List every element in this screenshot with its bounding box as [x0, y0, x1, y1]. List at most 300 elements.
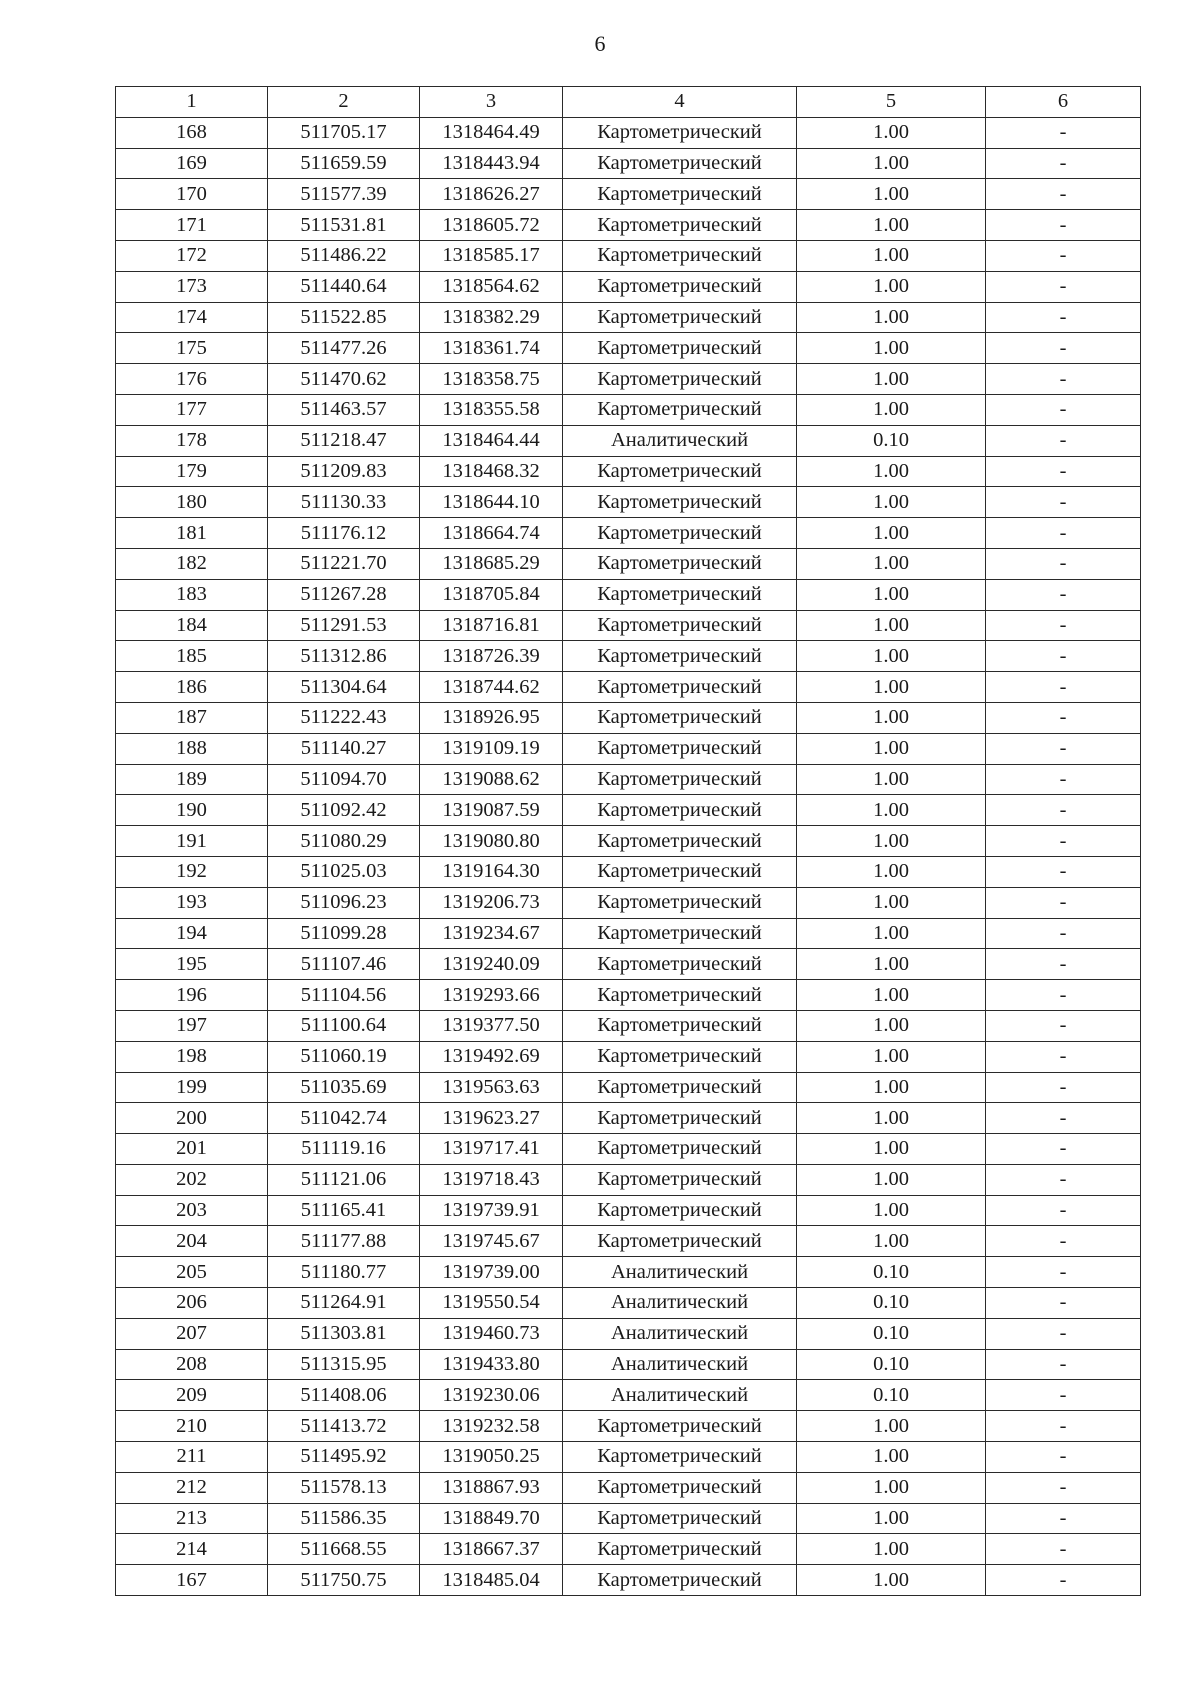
point-number-cell: 204 — [116, 1226, 268, 1257]
point-number-cell: 185 — [116, 641, 268, 672]
method-cell: Аналитический — [563, 1349, 797, 1380]
point-number-cell: 178 — [116, 425, 268, 456]
note-cell: - — [986, 949, 1141, 980]
accuracy-cell: 1.00 — [797, 333, 986, 364]
point-number-cell: 213 — [116, 1503, 268, 1534]
table-row — [116, 210, 1141, 241]
table-row — [116, 856, 1141, 887]
method-cell: Картометрический — [563, 1072, 797, 1103]
x-coordinate-cell: 511140.27 — [268, 733, 420, 764]
accuracy-cell: 1.00 — [797, 826, 986, 857]
x-coordinate-cell: 511440.64 — [268, 271, 420, 302]
method-cell: Картометрический — [563, 610, 797, 641]
accuracy-cell: 1.00 — [797, 1041, 986, 1072]
note-cell: - — [986, 1072, 1141, 1103]
point-number-cell: 193 — [116, 887, 268, 918]
y-coordinate-cell: 1318382.29 — [420, 302, 563, 333]
y-coordinate-cell: 1319164.30 — [420, 856, 563, 887]
x-coordinate-cell: 511531.81 — [268, 210, 420, 241]
point-number-cell: 195 — [116, 949, 268, 980]
method-cell: Картометрический — [563, 394, 797, 425]
note-cell: - — [986, 702, 1141, 733]
y-coordinate-cell: 1318685.29 — [420, 548, 563, 579]
method-cell: Картометрический — [563, 918, 797, 949]
table-row — [116, 148, 1141, 179]
point-number-cell: 201 — [116, 1134, 268, 1165]
y-coordinate-cell: 1319623.27 — [420, 1103, 563, 1134]
y-coordinate-cell: 1319206.73 — [420, 887, 563, 918]
x-coordinate-cell: 511042.74 — [268, 1103, 420, 1134]
note-cell: - — [986, 1565, 1141, 1596]
table-row — [116, 826, 1141, 857]
point-number-cell: 172 — [116, 240, 268, 271]
x-coordinate-cell: 511750.75 — [268, 1565, 420, 1596]
y-coordinate-cell: 1318358.75 — [420, 364, 563, 395]
x-coordinate-cell: 511107.46 — [268, 949, 420, 980]
note-cell: - — [986, 579, 1141, 610]
point-number-cell: 188 — [116, 733, 268, 764]
point-number-cell: 181 — [116, 518, 268, 549]
y-coordinate-cell: 1318667.37 — [420, 1534, 563, 1565]
point-number-cell: 191 — [116, 826, 268, 857]
x-coordinate-cell: 511408.06 — [268, 1380, 420, 1411]
accuracy-cell: 0.10 — [797, 1288, 986, 1319]
table-row — [116, 1195, 1141, 1226]
method-cell: Картометрический — [563, 1442, 797, 1473]
x-coordinate-cell: 511180.77 — [268, 1257, 420, 1288]
table-row — [116, 425, 1141, 456]
column-header: 5 — [797, 87, 986, 118]
accuracy-cell: 1.00 — [797, 1472, 986, 1503]
method-cell: Картометрический — [563, 887, 797, 918]
accuracy-cell: 1.00 — [797, 980, 986, 1011]
accuracy-cell: 1.00 — [797, 364, 986, 395]
point-number-cell: 180 — [116, 487, 268, 518]
method-cell: Картометрический — [563, 856, 797, 887]
y-coordinate-cell: 1318626.27 — [420, 179, 563, 210]
method-cell: Картометрический — [563, 210, 797, 241]
y-coordinate-cell: 1319460.73 — [420, 1318, 563, 1349]
accuracy-cell: 1.00 — [797, 641, 986, 672]
method-cell: Картометрический — [563, 1503, 797, 1534]
note-cell: - — [986, 271, 1141, 302]
x-coordinate-cell: 511099.28 — [268, 918, 420, 949]
table-row — [116, 487, 1141, 518]
column-header: 1 — [116, 87, 268, 118]
y-coordinate-cell: 1319080.80 — [420, 826, 563, 857]
table-row — [116, 1134, 1141, 1165]
note-cell: - — [986, 1134, 1141, 1165]
note-cell: - — [986, 1380, 1141, 1411]
note-cell: - — [986, 641, 1141, 672]
table-row — [116, 949, 1141, 980]
table-row — [116, 1164, 1141, 1195]
x-coordinate-cell: 511312.86 — [268, 641, 420, 672]
table-header — [116, 87, 1141, 118]
method-cell: Картометрический — [563, 302, 797, 333]
accuracy-cell: 1.00 — [797, 1164, 986, 1195]
accuracy-cell: 1.00 — [797, 1010, 986, 1041]
table-row — [116, 1288, 1141, 1319]
accuracy-cell: 1.00 — [797, 394, 986, 425]
table-row — [116, 179, 1141, 210]
y-coordinate-cell: 1318485.04 — [420, 1565, 563, 1596]
x-coordinate-cell: 511264.91 — [268, 1288, 420, 1319]
point-number-cell: 208 — [116, 1349, 268, 1380]
y-coordinate-cell: 1318605.72 — [420, 210, 563, 241]
note-cell: - — [986, 518, 1141, 549]
note-cell: - — [986, 887, 1141, 918]
point-number-cell: 197 — [116, 1010, 268, 1041]
x-coordinate-cell: 511035.69 — [268, 1072, 420, 1103]
x-coordinate-cell: 511221.70 — [268, 548, 420, 579]
accuracy-cell: 1.00 — [797, 456, 986, 487]
note-cell: - — [986, 210, 1141, 241]
x-coordinate-cell: 511094.70 — [268, 764, 420, 795]
method-cell: Картометрический — [563, 333, 797, 364]
table-row — [116, 1534, 1141, 1565]
y-coordinate-cell: 1319492.69 — [420, 1041, 563, 1072]
y-coordinate-cell: 1319088.62 — [420, 764, 563, 795]
accuracy-cell: 1.00 — [797, 210, 986, 241]
table-row — [116, 518, 1141, 549]
point-number-cell: 194 — [116, 918, 268, 949]
x-coordinate-cell: 511130.33 — [268, 487, 420, 518]
table-row — [116, 1380, 1141, 1411]
method-cell: Картометрический — [563, 795, 797, 826]
table-row — [116, 918, 1141, 949]
y-coordinate-cell: 1319433.80 — [420, 1349, 563, 1380]
point-number-cell: 203 — [116, 1195, 268, 1226]
accuracy-cell: 1.00 — [797, 548, 986, 579]
x-coordinate-cell: 511060.19 — [268, 1041, 420, 1072]
point-number-cell: 199 — [116, 1072, 268, 1103]
note-cell: - — [986, 1257, 1141, 1288]
table-row — [116, 1411, 1141, 1442]
note-cell: - — [986, 425, 1141, 456]
note-cell: - — [986, 148, 1141, 179]
table-row — [116, 1472, 1141, 1503]
x-coordinate-cell: 511209.83 — [268, 456, 420, 487]
method-cell: Картометрический — [563, 117, 797, 148]
table-row — [116, 548, 1141, 579]
note-cell: - — [986, 1349, 1141, 1380]
x-coordinate-cell: 511080.29 — [268, 826, 420, 857]
column-header: 4 — [563, 87, 797, 118]
point-number-cell: 179 — [116, 456, 268, 487]
point-number-cell: 167 — [116, 1565, 268, 1596]
y-coordinate-cell: 1319109.19 — [420, 733, 563, 764]
x-coordinate-cell: 511096.23 — [268, 887, 420, 918]
table-row — [116, 1565, 1141, 1596]
method-cell: Картометрический — [563, 1565, 797, 1596]
table-row — [116, 1041, 1141, 1072]
accuracy-cell: 1.00 — [797, 1565, 986, 1596]
table-row — [116, 1226, 1141, 1257]
note-cell: - — [986, 1195, 1141, 1226]
accuracy-cell: 1.00 — [797, 1103, 986, 1134]
x-coordinate-cell: 511092.42 — [268, 795, 420, 826]
x-coordinate-cell: 511100.64 — [268, 1010, 420, 1041]
accuracy-cell: 0.10 — [797, 1380, 986, 1411]
table-row — [116, 394, 1141, 425]
accuracy-cell: 0.10 — [797, 1349, 986, 1380]
point-number-cell: 173 — [116, 271, 268, 302]
x-coordinate-cell: 511218.47 — [268, 425, 420, 456]
x-coordinate-cell: 511659.59 — [268, 148, 420, 179]
method-cell: Картометрический — [563, 148, 797, 179]
method-cell: Картометрический — [563, 179, 797, 210]
point-number-cell: 198 — [116, 1041, 268, 1072]
table-row — [116, 1257, 1141, 1288]
table-row — [116, 672, 1141, 703]
accuracy-cell: 1.00 — [797, 1534, 986, 1565]
accuracy-cell: 1.00 — [797, 240, 986, 271]
y-coordinate-cell: 1319087.59 — [420, 795, 563, 826]
method-cell: Аналитический — [563, 1257, 797, 1288]
y-coordinate-cell: 1318664.74 — [420, 518, 563, 549]
point-number-cell: 206 — [116, 1288, 268, 1319]
point-number-cell: 174 — [116, 302, 268, 333]
x-coordinate-cell: 511463.57 — [268, 394, 420, 425]
method-cell: Картометрический — [563, 1534, 797, 1565]
method-cell: Картометрический — [563, 1041, 797, 1072]
method-cell: Аналитический — [563, 1380, 797, 1411]
table-row — [116, 364, 1141, 395]
table-row — [116, 1103, 1141, 1134]
point-number-cell: 184 — [116, 610, 268, 641]
point-number-cell: 214 — [116, 1534, 268, 1565]
y-coordinate-cell: 1318867.93 — [420, 1472, 563, 1503]
note-cell: - — [986, 1010, 1141, 1041]
point-number-cell: 189 — [116, 764, 268, 795]
y-coordinate-cell: 1319717.41 — [420, 1134, 563, 1165]
y-coordinate-cell: 1318361.74 — [420, 333, 563, 364]
method-cell: Картометрический — [563, 980, 797, 1011]
method-cell: Картометрический — [563, 1472, 797, 1503]
table-row — [116, 579, 1141, 610]
accuracy-cell: 1.00 — [797, 702, 986, 733]
x-coordinate-cell: 511222.43 — [268, 702, 420, 733]
note-cell: - — [986, 179, 1141, 210]
x-coordinate-cell: 511522.85 — [268, 302, 420, 333]
point-number-cell: 207 — [116, 1318, 268, 1349]
table-row — [116, 795, 1141, 826]
method-cell: Аналитический — [563, 425, 797, 456]
table-row — [116, 302, 1141, 333]
method-cell: Картометрический — [563, 518, 797, 549]
method-cell: Картометрический — [563, 826, 797, 857]
accuracy-cell: 1.00 — [797, 1503, 986, 1534]
table-row — [116, 1442, 1141, 1473]
note-cell: - — [986, 487, 1141, 518]
x-coordinate-cell: 511413.72 — [268, 1411, 420, 1442]
note-cell: - — [986, 1534, 1141, 1565]
y-coordinate-cell: 1318644.10 — [420, 487, 563, 518]
table-row — [116, 702, 1141, 733]
method-cell: Картометрический — [563, 1195, 797, 1226]
y-coordinate-cell: 1318705.84 — [420, 579, 563, 610]
x-coordinate-cell: 511668.55 — [268, 1534, 420, 1565]
accuracy-cell: 1.00 — [797, 672, 986, 703]
x-coordinate-cell: 511121.06 — [268, 1164, 420, 1195]
method-cell: Картометрический — [563, 702, 797, 733]
note-cell: - — [986, 980, 1141, 1011]
method-cell: Картометрический — [563, 364, 797, 395]
note-cell: - — [986, 1164, 1141, 1195]
x-coordinate-cell: 511705.17 — [268, 117, 420, 148]
table-row — [116, 1503, 1141, 1534]
point-number-cell: 183 — [116, 579, 268, 610]
method-cell: Картометрический — [563, 1164, 797, 1195]
coordinates-table — [115, 86, 1141, 1596]
method-cell: Картометрический — [563, 579, 797, 610]
table-row — [116, 1010, 1141, 1041]
method-cell: Картометрический — [563, 1134, 797, 1165]
x-coordinate-cell: 511025.03 — [268, 856, 420, 887]
y-coordinate-cell: 1319739.91 — [420, 1195, 563, 1226]
table-row — [116, 1072, 1141, 1103]
x-coordinate-cell: 511578.13 — [268, 1472, 420, 1503]
y-coordinate-cell: 1319234.67 — [420, 918, 563, 949]
note-cell: - — [986, 733, 1141, 764]
x-coordinate-cell: 511315.95 — [268, 1349, 420, 1380]
table-row — [116, 271, 1141, 302]
table-body — [116, 117, 1141, 1595]
note-cell: - — [986, 1442, 1141, 1473]
accuracy-cell: 1.00 — [797, 518, 986, 549]
y-coordinate-cell: 1318726.39 — [420, 641, 563, 672]
method-cell: Картометрический — [563, 487, 797, 518]
method-cell: Картометрический — [563, 1010, 797, 1041]
method-cell: Картометрический — [563, 1103, 797, 1134]
y-coordinate-cell: 1318585.17 — [420, 240, 563, 271]
accuracy-cell: 1.00 — [797, 1442, 986, 1473]
x-coordinate-cell: 511291.53 — [268, 610, 420, 641]
point-number-cell: 200 — [116, 1103, 268, 1134]
accuracy-cell: 1.00 — [797, 856, 986, 887]
accuracy-cell: 1.00 — [797, 579, 986, 610]
point-number-cell: 186 — [116, 672, 268, 703]
point-number-cell: 211 — [116, 1442, 268, 1473]
x-coordinate-cell: 511119.16 — [268, 1134, 420, 1165]
point-number-cell: 170 — [116, 179, 268, 210]
point-number-cell: 176 — [116, 364, 268, 395]
y-coordinate-cell: 1319739.00 — [420, 1257, 563, 1288]
method-cell: Картометрический — [563, 1226, 797, 1257]
x-coordinate-cell: 511176.12 — [268, 518, 420, 549]
note-cell: - — [986, 856, 1141, 887]
y-coordinate-cell: 1318926.95 — [420, 702, 563, 733]
accuracy-cell: 1.00 — [797, 764, 986, 795]
x-coordinate-cell: 511165.41 — [268, 1195, 420, 1226]
column-header: 3 — [420, 87, 563, 118]
note-cell: - — [986, 240, 1141, 271]
note-cell: - — [986, 672, 1141, 703]
note-cell: - — [986, 302, 1141, 333]
x-coordinate-cell: 511495.92 — [268, 1442, 420, 1473]
x-coordinate-cell: 511577.39 — [268, 179, 420, 210]
accuracy-cell: 1.00 — [797, 795, 986, 826]
x-coordinate-cell: 511104.56 — [268, 980, 420, 1011]
accuracy-cell: 1.00 — [797, 271, 986, 302]
point-number-cell: 175 — [116, 333, 268, 364]
table-row — [116, 610, 1141, 641]
note-cell: - — [986, 1472, 1141, 1503]
y-coordinate-cell: 1318355.58 — [420, 394, 563, 425]
y-coordinate-cell: 1319050.25 — [420, 1442, 563, 1473]
note-cell: - — [986, 1318, 1141, 1349]
y-coordinate-cell: 1319745.67 — [420, 1226, 563, 1257]
table-row — [116, 641, 1141, 672]
note-cell: - — [986, 394, 1141, 425]
point-number-cell: 202 — [116, 1164, 268, 1195]
method-cell: Картометрический — [563, 672, 797, 703]
column-header: 6 — [986, 87, 1141, 118]
accuracy-cell: 1.00 — [797, 610, 986, 641]
x-coordinate-cell: 511304.64 — [268, 672, 420, 703]
page-number: 6 — [594, 31, 606, 56]
accuracy-cell: 1.00 — [797, 1072, 986, 1103]
table-row — [116, 764, 1141, 795]
method-cell: Аналитический — [563, 1288, 797, 1319]
note-cell: - — [986, 826, 1141, 857]
note-cell: - — [986, 1503, 1141, 1534]
column-header: 2 — [268, 87, 420, 118]
x-coordinate-cell: 511177.88 — [268, 1226, 420, 1257]
note-cell: - — [986, 795, 1141, 826]
accuracy-cell: 1.00 — [797, 949, 986, 980]
y-coordinate-cell: 1319232.58 — [420, 1411, 563, 1442]
x-coordinate-cell: 511470.62 — [268, 364, 420, 395]
accuracy-cell: 1.00 — [797, 179, 986, 210]
method-cell: Картометрический — [563, 271, 797, 302]
y-coordinate-cell: 1318744.62 — [420, 672, 563, 703]
x-coordinate-cell: 511486.22 — [268, 240, 420, 271]
accuracy-cell: 1.00 — [797, 1411, 986, 1442]
x-coordinate-cell: 511267.28 — [268, 579, 420, 610]
method-cell: Картометрический — [563, 1411, 797, 1442]
point-number-cell: 171 — [116, 210, 268, 241]
point-number-cell: 192 — [116, 856, 268, 887]
note-cell: - — [986, 1411, 1141, 1442]
accuracy-cell: 1.00 — [797, 1226, 986, 1257]
accuracy-cell: 1.00 — [797, 148, 986, 179]
note-cell: - — [986, 610, 1141, 641]
table-row — [116, 887, 1141, 918]
note-cell: - — [986, 364, 1141, 395]
point-number-cell: 177 — [116, 394, 268, 425]
method-cell: Картометрический — [563, 764, 797, 795]
point-number-cell: 212 — [116, 1472, 268, 1503]
note-cell: - — [986, 1041, 1141, 1072]
accuracy-cell: 1.00 — [797, 918, 986, 949]
method-cell: Картометрический — [563, 733, 797, 764]
note-cell: - — [986, 456, 1141, 487]
y-coordinate-cell: 1319240.09 — [420, 949, 563, 980]
table-row — [116, 333, 1141, 364]
y-coordinate-cell: 1318849.70 — [420, 1503, 563, 1534]
point-number-cell: 205 — [116, 1257, 268, 1288]
y-coordinate-cell: 1318464.49 — [420, 117, 563, 148]
y-coordinate-cell: 1319550.54 — [420, 1288, 563, 1319]
point-number-cell: 187 — [116, 702, 268, 733]
accuracy-cell: 1.00 — [797, 733, 986, 764]
table-row — [116, 980, 1141, 1011]
method-cell: Картометрический — [563, 548, 797, 579]
y-coordinate-cell: 1318464.44 — [420, 425, 563, 456]
note-cell: - — [986, 333, 1141, 364]
